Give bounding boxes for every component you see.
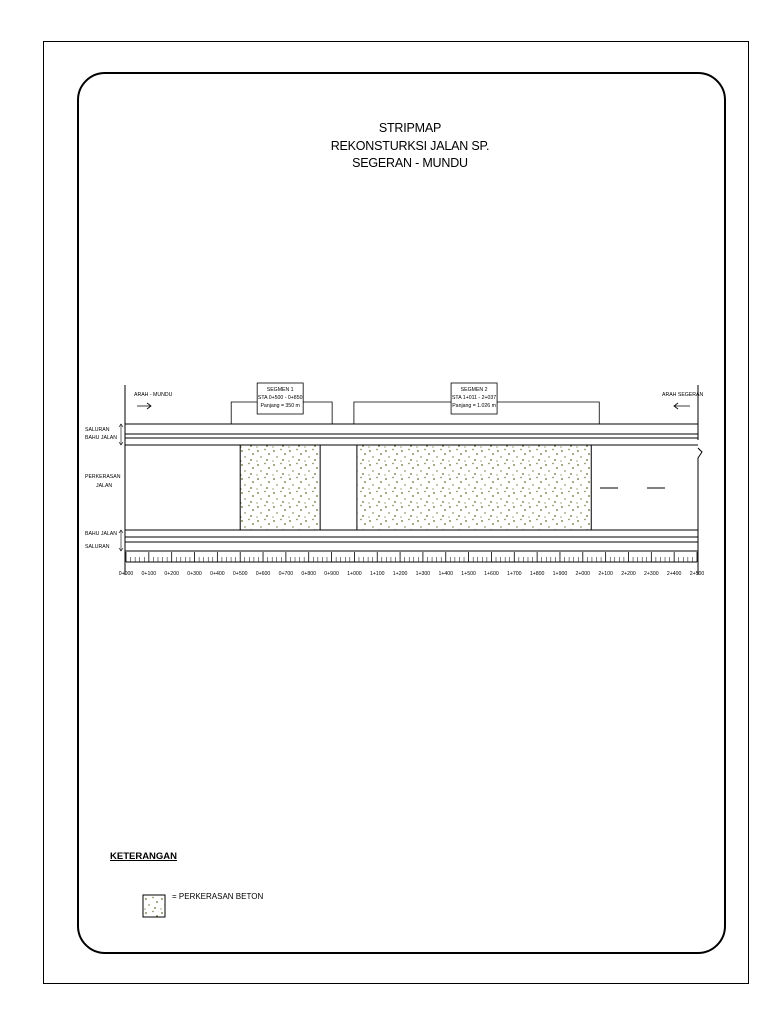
- direction-left-label: ARAH - MUNDU: [134, 392, 173, 398]
- chainage-label: 1+700: [506, 571, 522, 577]
- chainage-label: 1+000: [347, 571, 362, 577]
- legend-title: KETERANGAN: [110, 851, 178, 862]
- label-perkerasan-1: PERKERASAN: [85, 474, 121, 480]
- chainage-label: 1+600: [484, 571, 499, 577]
- chainage-label: 1+100: [369, 571, 385, 577]
- chainage-label: 2+200: [621, 571, 636, 577]
- chainage-label: 1+200: [392, 571, 408, 577]
- legend-item-label: = PERKERASAN BETON: [172, 892, 264, 901]
- chainage-label: 0+900: [324, 571, 339, 577]
- chainage-label: 2+100: [598, 571, 613, 577]
- chainage-label: 1+800: [529, 571, 545, 577]
- chainage-label: 1+900: [552, 571, 568, 577]
- chainage-label: 0+300: [187, 571, 202, 577]
- segment-length: Panjang = 1.026 m: [452, 403, 496, 409]
- segment-2: [354, 383, 599, 530]
- chainage-label: 0+100: [141, 571, 157, 577]
- title-line-3: SEGERAN - MUNDU: [352, 156, 468, 170]
- chainage-label: 1+300: [415, 571, 431, 577]
- strip-break-mark: [698, 448, 702, 530]
- chainage-label: 0+600: [255, 571, 271, 577]
- chainage-scale: [119, 552, 705, 577]
- title-line-2: REKONSTURKSI JALAN SP.: [330, 139, 490, 153]
- chainage-label: 2+500: [689, 571, 705, 577]
- chainage-label: 0+200: [164, 571, 179, 577]
- segment-1: [231, 383, 332, 530]
- segments-layer: [231, 383, 599, 530]
- direction-arrows: [134, 392, 703, 409]
- segment-name: SEGMEN 2: [460, 387, 488, 393]
- chainage-label: 1+400: [438, 571, 454, 577]
- arrow-right-icon: [137, 403, 151, 409]
- row-labels: [85, 424, 123, 551]
- segment-pavement-area: [240, 445, 320, 530]
- chainage-label: 0+400: [210, 571, 225, 577]
- direction-right-label: ARAH SEGERAN: [662, 392, 704, 398]
- segment-sta: STA 0+500 - 0+850: [257, 395, 303, 401]
- segment-length: Panjang = 350 m: [260, 403, 300, 409]
- chainage-label: 2+300: [644, 571, 659, 577]
- label-bahu-bottom: BAHU JALAN: [85, 531, 117, 537]
- chainage-label: 0+500: [232, 571, 248, 577]
- segment-name: SEGMEN 1: [266, 387, 294, 393]
- chainage-label: 0+000: [118, 571, 134, 577]
- chainage-label: 2+400: [666, 571, 682, 577]
- chainage-label: 1+500: [461, 571, 476, 577]
- dimension-arrow-icon: [119, 424, 123, 445]
- chainage-label: 2+000: [575, 571, 591, 577]
- dimension-arrow-icon: [119, 530, 123, 551]
- segment-pavement-area: [357, 445, 591, 530]
- chainage-label: 0+700: [278, 571, 294, 577]
- label-saluran-top: SALURAN: [85, 427, 110, 433]
- segment-sta: STA 1+011 - 2+037: [451, 395, 497, 401]
- title-line-1: STRIPMAP: [378, 121, 442, 135]
- label-perkerasan-2: JALAN: [96, 483, 113, 489]
- label-bahu-top: BAHU JALAN: [85, 435, 117, 441]
- label-saluran-bottom: SALURAN: [85, 544, 110, 550]
- arrow-left-icon: [674, 403, 690, 409]
- chainage-label: 0+800: [301, 571, 317, 577]
